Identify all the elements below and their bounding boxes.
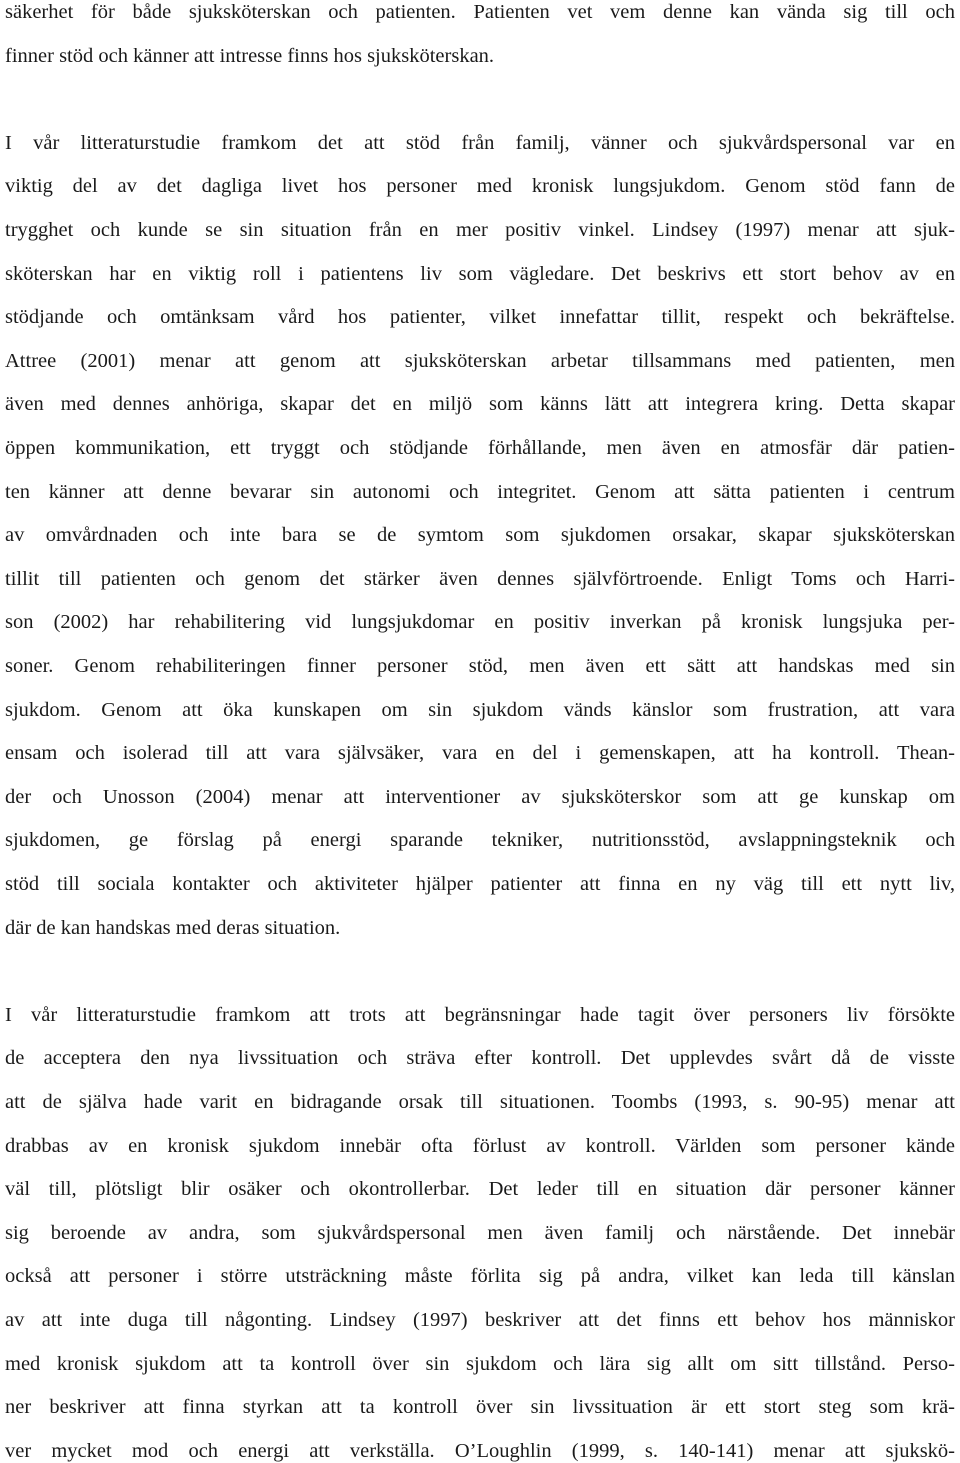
text-line: viktig del av det dagliga livet hos personer med kronisk lungsjukdom. Genom stöd fann de — [5, 175, 955, 198]
text-line: I vår litteraturstudie framkom det att stöd från familj, vänner och sjukvårdspersonal var en — [5, 131, 955, 154]
text-line: säkerhet för både sjuksköterskan och patienten. Patienten vet vem denne kan vända sig till och — [5, 1, 955, 23]
text-line: sjukdomen, ge förslag på energi sparande tekniker, nutritionsstöd, avslappningsteknik och — [5, 829, 955, 852]
text-line: öppen kommunikation, ett tryggt och stödjande förhållande, men även en atmosfär där patien- — [5, 437, 955, 459]
text-line: att de själva hade varit en bidragande orsak till situationen. Toombs (1993, s. 90-95) menar att — [5, 1091, 955, 1113]
text-line: ten känner att denne bevarar sin autonomi och integritet. Genom att sätta patienten i centrum — [5, 480, 955, 503]
text-line: drabbas av en kronisk sjukdom innebär ofta förlust av kontroll. Världen som personer kände — [5, 1134, 955, 1157]
text-line: ner beskriver att finna styrkan att ta kontroll över sin livssituation är ett stort steg som krä- — [5, 1396, 955, 1419]
text-line: der och Unosson (2004) menar att interventioner av sjuksköterskor som att ge kunskap om — [5, 785, 955, 808]
text-line: sköterskan har en viktig roll i patientens liv som vägledare. Det beskrivs ett stort behov av en — [5, 262, 955, 285]
text-line: son (2002) har rehabilitering vid lungsjukdomar en positiv inverkan på kronisk lungsjuka per- — [5, 611, 955, 634]
text-line: finner stöd och känner att intresse finns hos sjuksköterskan. — [5, 44, 495, 67]
text-line: av att inte duga till någonting. Lindsey (1997) beskriver att det finns ett behov hos människor — [5, 1309, 955, 1331]
text-line: där de kan handskas med deras situation. — [5, 916, 341, 939]
text-line: ensam och isolerad till att vara självsäker, vara en del i gemenskapen, att ha kontroll. Thean- — [5, 742, 955, 765]
text-line: stödjande och omtänksam vård hos patienter, vilket innefattar tillit, respekt och bekräftelse. — [5, 306, 955, 329]
text-line: I vår litteraturstudie framkom att trots att begränsningar hade tagit över personers liv försökte — [5, 1003, 955, 1026]
text-line: även med dennes anhöriga, skapar det en miljö som känns lätt att integrera kring. Detta skapar — [5, 393, 955, 416]
text-line: tillit till patienten och genom det stärker även dennes självförtroende. Enligt Toms och Harri- — [5, 567, 955, 590]
text-line: med kronisk sjukdom att ta kontroll över sin sjukdom och lära sig allt om sitt tillstånd. Perso- — [5, 1352, 955, 1375]
text-line: också att personer i större utsträckning måste förlita sig på andra, vilket kan leda till känslan — [5, 1265, 955, 1288]
text-line: trygghet och kunde se sin situation från en mer positiv vinkel. Lindsey (1997) menar att sjuk- — [5, 219, 955, 241]
text-line: soner. Genom rehabiliteringen finner personer stöd, men även ett sätt att handskas med sin — [5, 655, 955, 677]
text-line: sig beroende av andra, som sjukvårdspersonal men även familj och närstående. Det innebär — [5, 1221, 955, 1244]
text-line: sjukdom. Genom att öka kunskapen om sin sjukdom vänds känslor som frustration, att vara — [5, 698, 955, 721]
text-line: Attree (2001) menar att genom att sjuksköterskan arbetar tillsammans med patienten, men — [5, 349, 955, 372]
text-line: av omvårdnaden och inte bara se de symtom som sjukdomen orsakar, skapar sjuksköterskan — [5, 524, 955, 547]
text-line: stöd till sociala kontakter och aktiviteter hjälper patienter att finna en ny väg till ett nytt liv, — [5, 873, 955, 895]
text-line: väl till, plötsligt blir osäker och okontrollerbar. Det leder till en situation där personer känner — [5, 1178, 955, 1201]
text-line: ver mycket mod och energi att verkställa. O’Loughlin (1999, s. 140-141) menar att sjukskö- — [5, 1439, 955, 1462]
text-line: de acceptera den nya livssituation och sträva efter kontroll. Det upplevdes svårt då de visste — [5, 1047, 955, 1070]
